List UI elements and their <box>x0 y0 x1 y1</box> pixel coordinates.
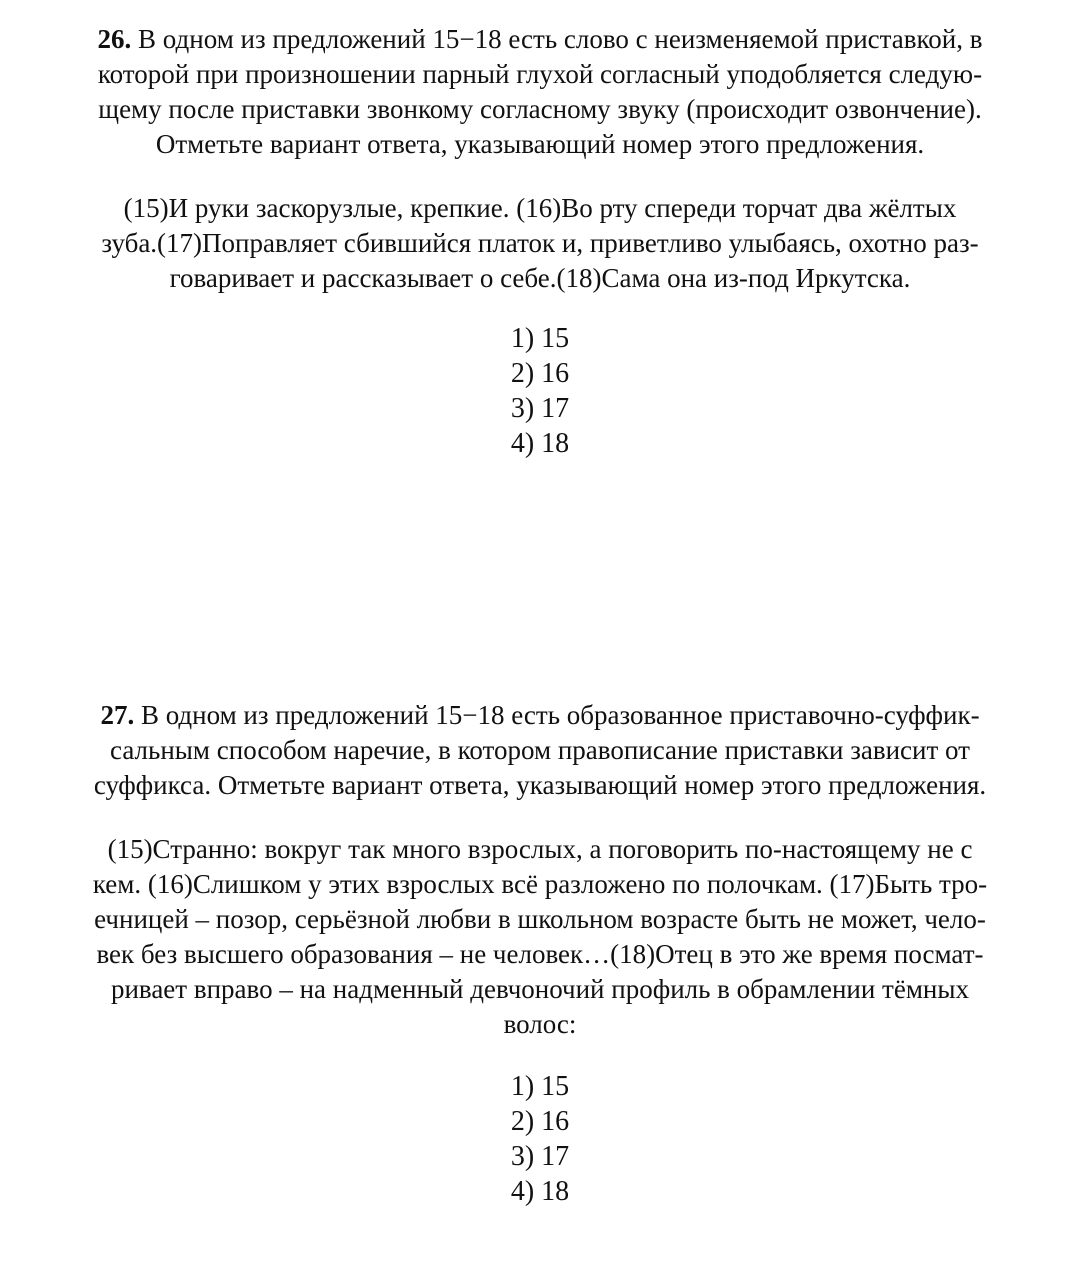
passage-line: говаривает и рассказывает о себе.(18)Сама она из-под Иркутска. <box>169 263 911 293</box>
task-27-options <box>18 1069 1062 1209</box>
question-line <box>18 698 1062 733</box>
answer-option[interactable]: 4) 18 <box>510 1176 570 1207</box>
answer-option[interactable]: 1) 15 <box>510 323 570 354</box>
task-27 <box>18 698 1062 1209</box>
question-line <box>18 22 1062 57</box>
question-line: Отметьте вариант ответа, указывающий номер этого предложения. <box>155 129 925 159</box>
task-26-options <box>18 321 1062 461</box>
passage-line: век без высшего образования – не человек…(18)Отец в это же время посмат- <box>96 939 984 969</box>
answer-option[interactable]: 4) 18 <box>510 428 570 459</box>
question-text: В одном из предложений 15−18 есть слово с неизменяемой приставкой, в <box>138 24 983 54</box>
passage-line: (15)И руки заскорузлые, крепкие. (16)Во рту спереди торчат два жёлтых <box>123 193 957 223</box>
task-26-number: 26. <box>97 24 132 54</box>
passage-line: зуба.(17)Поправляет сбившийся платок и, приветливо улыбаясь, охотно раз- <box>101 228 979 258</box>
task-26 <box>18 22 1062 461</box>
passage-line: (15)Странно: вокруг так много взрослых, а поговорить по-настоящему не с <box>107 834 973 864</box>
question-line: щему после приставки звонкому согласному звуку (происходит озвончение). <box>98 94 982 124</box>
answer-option[interactable]: 2) 16 <box>510 358 570 389</box>
question-line: сальным способом наречие, в котором правописание приставки зависит от <box>110 735 970 765</box>
passage-line: кем. (16)Слишком у этих взрослых всё разложено по полочкам. (17)Быть тро- <box>92 869 988 899</box>
passage-line: волос: <box>503 1009 577 1039</box>
question-line: суффикса. Отметьте вариант ответа, указывающий номер этого предложения. <box>93 770 987 800</box>
answer-option[interactable]: 3) 17 <box>510 393 570 424</box>
passage-line: ривает вправо – на надменный девчоночий профиль в обрамлении тёмных <box>110 974 969 1004</box>
answer-option[interactable]: 3) 17 <box>510 1141 570 1172</box>
question-text: В одном из предложений 15−18 есть образованное приставочно-суффик- <box>140 700 980 730</box>
task-27-question <box>18 698 1062 803</box>
task-26-passage <box>18 191 1062 296</box>
task-27-passage <box>18 832 1062 1042</box>
answer-option[interactable]: 1) 15 <box>510 1071 570 1102</box>
task-27-number: 27. <box>100 700 135 730</box>
answer-option[interactable]: 2) 16 <box>510 1106 570 1137</box>
passage-line: ечницей – позор, серьёзной любви в школьном возрасте быть не может, чело- <box>94 904 986 934</box>
question-line: которой при произношении парный глухой согласный уподобляется следую- <box>97 59 983 89</box>
task-26-question <box>18 22 1062 162</box>
